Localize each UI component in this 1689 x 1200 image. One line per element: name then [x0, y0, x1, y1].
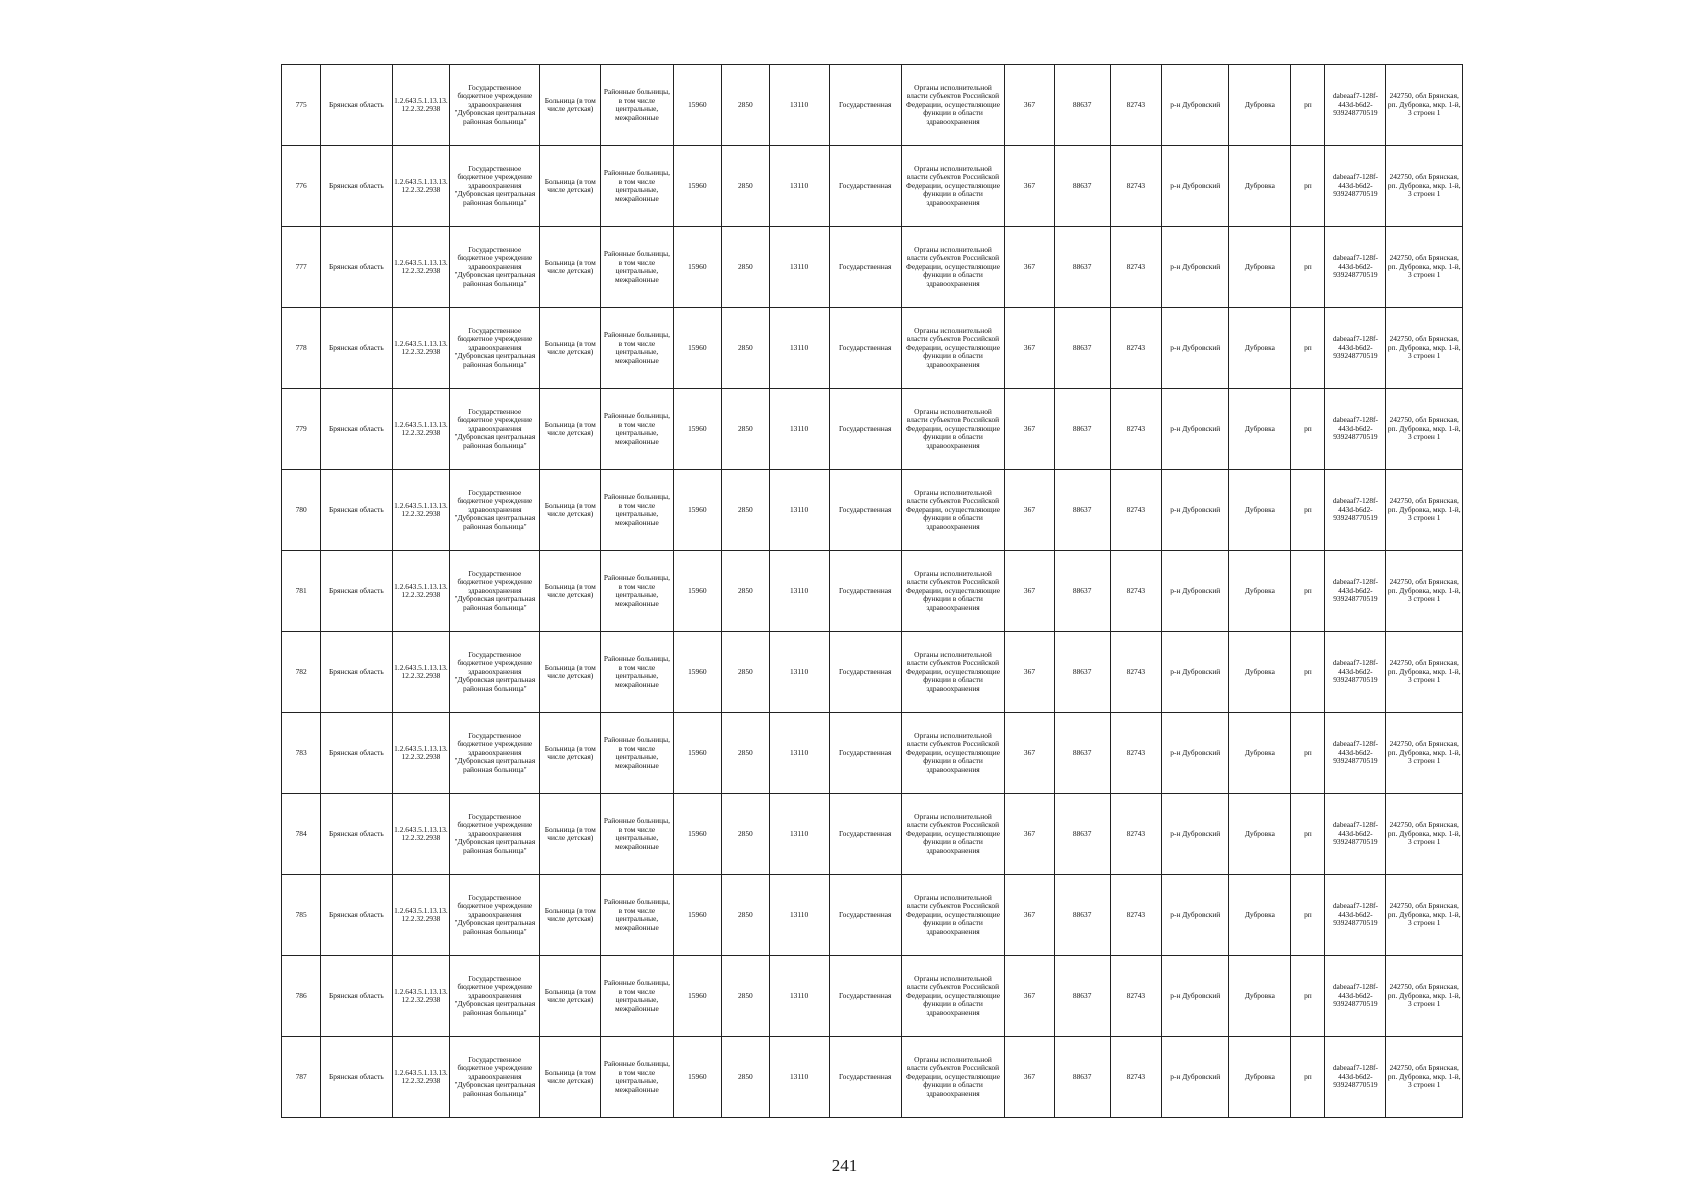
address-cell: 242750, обл Брянская, рп. Дубровка, мкр. 1-й, 3 строен 1: [1386, 65, 1463, 146]
region-cell: Брянская область: [321, 470, 392, 551]
value-cell-5: 88637: [1054, 794, 1110, 875]
value-cell-3: 13110: [769, 470, 829, 551]
table-row: [282, 956, 1463, 1037]
code-cell: 1.2.643.5.1.13.13.12.2.32.2938: [392, 146, 450, 227]
guid-cell: dabeaaf7-128f-443d-b6d2-939248770519: [1325, 713, 1386, 794]
value-cell-1: 15960: [673, 632, 722, 713]
org-name-cell: Государственное бюджетное учреждение здравоохранения "Дубровская центральная районная больница": [450, 470, 540, 551]
authority-cell: Органы исполнительной власти субъектов Российской Федерации, осуществляющие функции в области здравоохранения: [901, 551, 1004, 632]
guid-cell: dabeaaf7-128f-443d-b6d2-939248770519: [1325, 875, 1386, 956]
value-cell-2: 2850: [722, 551, 770, 632]
settlement-cell: Дубровка: [1229, 227, 1291, 308]
row-number-cell: 777: [282, 227, 321, 308]
code-cell: 1.2.643.5.1.13.13.12.2.32.2938: [392, 551, 450, 632]
settlement-type-cell: рп: [1291, 227, 1325, 308]
value-cell-6: 82743: [1110, 956, 1162, 1037]
value-cell-5: 88637: [1054, 632, 1110, 713]
value-cell-2: 2850: [722, 632, 770, 713]
code-cell: 1.2.643.5.1.13.13.12.2.32.2938: [392, 794, 450, 875]
guid-cell: dabeaaf7-128f-443d-b6d2-939248770519: [1325, 956, 1386, 1037]
authority-cell: Органы исполнительной власти субъектов Российской Федерации, осуществляющие функции в области здравоохранения: [901, 389, 1004, 470]
address-cell: 242750, обл Брянская, рп. Дубровка, мкр. 1-й, 3 строен 1: [1386, 389, 1463, 470]
address-cell: 242750, обл Брянская, рп. Дубровка, мкр. 1-й, 3 строен 1: [1386, 146, 1463, 227]
value-cell-2: 2850: [722, 875, 770, 956]
value-cell-2: 2850: [722, 227, 770, 308]
value-cell-4: 367: [1005, 794, 1055, 875]
value-cell-3: 13110: [769, 308, 829, 389]
authority-cell: Органы исполнительной власти субъектов Российской Федерации, осуществляющие функции в области здравоохранения: [901, 227, 1004, 308]
row-number-cell: 786: [282, 956, 321, 1037]
settlement-type-cell: рп: [1291, 1037, 1325, 1118]
address-cell: 242750, обл Брянская, рп. Дубровка, мкр. 1-й, 3 строен 1: [1386, 875, 1463, 956]
org-name-cell: Государственное бюджетное учреждение здравоохранения "Дубровская центральная районная больница": [450, 389, 540, 470]
value-cell-4: 367: [1005, 875, 1055, 956]
value-cell-5: 88637: [1054, 551, 1110, 632]
value-cell-2: 2850: [722, 308, 770, 389]
org-name-cell: Государственное бюджетное учреждение здравоохранения "Дубровская центральная районная больница": [450, 713, 540, 794]
code-cell: 1.2.643.5.1.13.13.12.2.32.2938: [392, 956, 450, 1037]
row-number-cell: 787: [282, 1037, 321, 1118]
ownership-cell: Государственная: [829, 1037, 901, 1118]
table-row: [282, 794, 1463, 875]
value-cell-3: 13110: [769, 389, 829, 470]
guid-cell: dabeaaf7-128f-443d-b6d2-939248770519: [1325, 632, 1386, 713]
row-number-cell: 781: [282, 551, 321, 632]
value-cell-4: 367: [1005, 1037, 1055, 1118]
value-cell-1: 15960: [673, 227, 722, 308]
district-cell: р-н Дубровский: [1162, 632, 1229, 713]
value-cell-5: 88637: [1054, 1037, 1110, 1118]
address-cell: 242750, обл Брянская, рп. Дубровка, мкр. 1-й, 3 строен 1: [1386, 956, 1463, 1037]
registry-table: [281, 64, 1463, 1118]
org-name-cell: Государственное бюджетное учреждение здравоохранения "Дубровская центральная районная больница": [450, 65, 540, 146]
value-cell-5: 88637: [1054, 713, 1110, 794]
table-row: [282, 389, 1463, 470]
authority-cell: Органы исполнительной власти субъектов Российской Федерации, осуществляющие функции в области здравоохранения: [901, 65, 1004, 146]
value-cell-1: 15960: [673, 875, 722, 956]
value-cell-6: 82743: [1110, 470, 1162, 551]
org-name-cell: Государственное бюджетное учреждение здравоохранения "Дубровская центральная районная больница": [450, 308, 540, 389]
guid-cell: dabeaaf7-128f-443d-b6d2-939248770519: [1325, 551, 1386, 632]
facility-type-cell: Больница (в том числе детская): [540, 632, 601, 713]
authority-cell: Органы исполнительной власти субъектов Российской Федерации, осуществляющие функции в области здравоохранения: [901, 470, 1004, 551]
org-name-cell: Государственное бюджетное учреждение здравоохранения "Дубровская центральная районная больница": [450, 1037, 540, 1118]
ownership-cell: Государственная: [829, 713, 901, 794]
settlement-cell: Дубровка: [1229, 146, 1291, 227]
value-cell-1: 15960: [673, 956, 722, 1037]
value-cell-6: 82743: [1110, 65, 1162, 146]
settlement-type-cell: рп: [1291, 65, 1325, 146]
value-cell-2: 2850: [722, 1037, 770, 1118]
authority-cell: Органы исполнительной власти субъектов Российской Федерации, осуществляющие функции в области здравоохранения: [901, 875, 1004, 956]
ownership-cell: Государственная: [829, 65, 901, 146]
code-cell: 1.2.643.5.1.13.13.12.2.32.2938: [392, 389, 450, 470]
value-cell-4: 367: [1005, 389, 1055, 470]
facility-type-cell: Больница (в том числе детская): [540, 389, 601, 470]
value-cell-4: 367: [1005, 956, 1055, 1037]
settlement-cell: Дубровка: [1229, 632, 1291, 713]
facility-type-cell: Больница (в том числе детская): [540, 956, 601, 1037]
ownership-cell: Государственная: [829, 551, 901, 632]
authority-cell: Органы исполнительной власти субъектов Российской Федерации, осуществляющие функции в области здравоохранения: [901, 713, 1004, 794]
value-cell-5: 88637: [1054, 956, 1110, 1037]
facility-kind-cell: Районные больницы, в том числе центральные, межрайонные: [601, 65, 673, 146]
facility-kind-cell: Районные больницы, в том числе центральные, межрайонные: [601, 632, 673, 713]
address-cell: 242750, обл Брянская, рп. Дубровка, мкр. 1-й, 3 строен 1: [1386, 794, 1463, 875]
district-cell: р-н Дубровский: [1162, 65, 1229, 146]
org-name-cell: Государственное бюджетное учреждение здравоохранения "Дубровская центральная районная больница": [450, 227, 540, 308]
settlement-cell: Дубровка: [1229, 956, 1291, 1037]
value-cell-2: 2850: [722, 794, 770, 875]
district-cell: р-н Дубровский: [1162, 146, 1229, 227]
ownership-cell: Государственная: [829, 794, 901, 875]
region-cell: Брянская область: [321, 65, 392, 146]
value-cell-5: 88637: [1054, 875, 1110, 956]
value-cell-3: 13110: [769, 713, 829, 794]
value-cell-1: 15960: [673, 308, 722, 389]
settlement-type-cell: рп: [1291, 875, 1325, 956]
settlement-type-cell: рп: [1291, 713, 1325, 794]
ownership-cell: Государственная: [829, 470, 901, 551]
facility-kind-cell: Районные больницы, в том числе центральные, межрайонные: [601, 389, 673, 470]
table-row: [282, 551, 1463, 632]
facility-type-cell: Больница (в том числе детская): [540, 794, 601, 875]
value-cell-6: 82743: [1110, 632, 1162, 713]
org-name-cell: Государственное бюджетное учреждение здравоохранения "Дубровская центральная районная больница": [450, 551, 540, 632]
value-cell-4: 367: [1005, 65, 1055, 146]
authority-cell: Органы исполнительной власти субъектов Российской Федерации, осуществляющие функции в области здравоохранения: [901, 956, 1004, 1037]
value-cell-1: 15960: [673, 470, 722, 551]
value-cell-6: 82743: [1110, 389, 1162, 470]
code-cell: 1.2.643.5.1.13.13.12.2.32.2938: [392, 308, 450, 389]
value-cell-1: 15960: [673, 65, 722, 146]
settlement-cell: Дубровка: [1229, 470, 1291, 551]
value-cell-5: 88637: [1054, 65, 1110, 146]
value-cell-3: 13110: [769, 956, 829, 1037]
region-cell: Брянская область: [321, 227, 392, 308]
row-number-cell: 785: [282, 875, 321, 956]
guid-cell: dabeaaf7-128f-443d-b6d2-939248770519: [1325, 1037, 1386, 1118]
settlement-cell: Дубровка: [1229, 65, 1291, 146]
value-cell-2: 2850: [722, 470, 770, 551]
value-cell-4: 367: [1005, 551, 1055, 632]
table-row: [282, 1037, 1463, 1118]
facility-type-cell: Больница (в том числе детская): [540, 713, 601, 794]
facility-kind-cell: Районные больницы, в том числе центральные, межрайонные: [601, 146, 673, 227]
district-cell: р-н Дубровский: [1162, 794, 1229, 875]
settlement-type-cell: рп: [1291, 308, 1325, 389]
guid-cell: dabeaaf7-128f-443d-b6d2-939248770519: [1325, 146, 1386, 227]
ownership-cell: Государственная: [829, 875, 901, 956]
value-cell-5: 88637: [1054, 389, 1110, 470]
region-cell: Брянская область: [321, 389, 392, 470]
district-cell: р-н Дубровский: [1162, 713, 1229, 794]
settlement-cell: Дубровка: [1229, 875, 1291, 956]
district-cell: р-н Дубровский: [1162, 389, 1229, 470]
address-cell: 242750, обл Брянская, рп. Дубровка, мкр. 1-й, 3 строен 1: [1386, 308, 1463, 389]
org-name-cell: Государственное бюджетное учреждение здравоохранения "Дубровская центральная районная больница": [450, 146, 540, 227]
code-cell: 1.2.643.5.1.13.13.12.2.32.2938: [392, 875, 450, 956]
row-number-cell: 784: [282, 794, 321, 875]
facility-kind-cell: Районные больницы, в том числе центральные, межрайонные: [601, 1037, 673, 1118]
code-cell: 1.2.643.5.1.13.13.12.2.32.2938: [392, 632, 450, 713]
value-cell-2: 2850: [722, 389, 770, 470]
value-cell-3: 13110: [769, 227, 829, 308]
row-number-cell: 776: [282, 146, 321, 227]
value-cell-1: 15960: [673, 551, 722, 632]
address-cell: 242750, обл Брянская, рп. Дубровка, мкр. 1-й, 3 строен 1: [1386, 227, 1463, 308]
registry-table-body: [282, 65, 1463, 1118]
value-cell-2: 2850: [722, 956, 770, 1037]
authority-cell: Органы исполнительной власти субъектов Российской Федерации, осуществляющие функции в области здравоохранения: [901, 794, 1004, 875]
facility-type-cell: Больница (в том числе детская): [540, 470, 601, 551]
ownership-cell: Государственная: [829, 956, 901, 1037]
district-cell: р-н Дубровский: [1162, 551, 1229, 632]
value-cell-4: 367: [1005, 308, 1055, 389]
value-cell-1: 15960: [673, 146, 722, 227]
row-number-cell: 780: [282, 470, 321, 551]
authority-cell: Органы исполнительной власти субъектов Российской Федерации, осуществляющие функции в области здравоохранения: [901, 1037, 1004, 1118]
value-cell-5: 88637: [1054, 470, 1110, 551]
table-row: [282, 146, 1463, 227]
code-cell: 1.2.643.5.1.13.13.12.2.32.2938: [392, 1037, 450, 1118]
authority-cell: Органы исполнительной власти субъектов Российской Федерации, осуществляющие функции в области здравоохранения: [901, 632, 1004, 713]
table-row: [282, 713, 1463, 794]
settlement-type-cell: рп: [1291, 956, 1325, 1037]
guid-cell: dabeaaf7-128f-443d-b6d2-939248770519: [1325, 389, 1386, 470]
value-cell-6: 82743: [1110, 1037, 1162, 1118]
value-cell-1: 15960: [673, 794, 722, 875]
value-cell-5: 88637: [1054, 146, 1110, 227]
org-name-cell: Государственное бюджетное учреждение здравоохранения "Дубровская центральная районная больница": [450, 632, 540, 713]
facility-kind-cell: Районные больницы, в том числе центральные, межрайонные: [601, 470, 673, 551]
settlement-cell: Дубровка: [1229, 551, 1291, 632]
authority-cell: Органы исполнительной власти субъектов Российской Федерации, осуществляющие функции в области здравоохранения: [901, 146, 1004, 227]
settlement-type-cell: рп: [1291, 551, 1325, 632]
value-cell-6: 82743: [1110, 551, 1162, 632]
region-cell: Брянская область: [321, 308, 392, 389]
code-cell: 1.2.643.5.1.13.13.12.2.32.2938: [392, 227, 450, 308]
region-cell: Брянская область: [321, 875, 392, 956]
value-cell-3: 13110: [769, 146, 829, 227]
value-cell-4: 367: [1005, 146, 1055, 227]
ownership-cell: Государственная: [829, 227, 901, 308]
value-cell-5: 88637: [1054, 227, 1110, 308]
region-cell: Брянская область: [321, 551, 392, 632]
district-cell: р-н Дубровский: [1162, 875, 1229, 956]
address-cell: 242750, обл Брянская, рп. Дубровка, мкр. 1-й, 3 строен 1: [1386, 470, 1463, 551]
ownership-cell: Государственная: [829, 146, 901, 227]
facility-kind-cell: Районные больницы, в том числе центральные, межрайонные: [601, 551, 673, 632]
table-row: [282, 65, 1463, 146]
code-cell: 1.2.643.5.1.13.13.12.2.32.2938: [392, 470, 450, 551]
org-name-cell: Государственное бюджетное учреждение здравоохранения "Дубровская центральная районная больница": [450, 875, 540, 956]
code-cell: 1.2.643.5.1.13.13.12.2.32.2938: [392, 713, 450, 794]
facility-type-cell: Больница (в том числе детская): [540, 551, 601, 632]
guid-cell: dabeaaf7-128f-443d-b6d2-939248770519: [1325, 65, 1386, 146]
settlement-type-cell: рп: [1291, 146, 1325, 227]
settlement-cell: Дубровка: [1229, 794, 1291, 875]
guid-cell: dabeaaf7-128f-443d-b6d2-939248770519: [1325, 794, 1386, 875]
facility-type-cell: Больница (в том числе детская): [540, 875, 601, 956]
value-cell-4: 367: [1005, 227, 1055, 308]
address-cell: 242750, обл Брянская, рп. Дубровка, мкр. 1-й, 3 строен 1: [1386, 1037, 1463, 1118]
value-cell-2: 2850: [722, 146, 770, 227]
ownership-cell: Государственная: [829, 389, 901, 470]
code-cell: 1.2.643.5.1.13.13.12.2.32.2938: [392, 65, 450, 146]
value-cell-6: 82743: [1110, 794, 1162, 875]
address-cell: 242750, обл Брянская, рп. Дубровка, мкр. 1-й, 3 строен 1: [1386, 713, 1463, 794]
settlement-type-cell: рп: [1291, 794, 1325, 875]
row-number-cell: 778: [282, 308, 321, 389]
facility-type-cell: Больница (в том числе детская): [540, 1037, 601, 1118]
guid-cell: dabeaaf7-128f-443d-b6d2-939248770519: [1325, 227, 1386, 308]
value-cell-3: 13110: [769, 1037, 829, 1118]
table-row: [282, 470, 1463, 551]
region-cell: Брянская область: [321, 713, 392, 794]
row-number-cell: 783: [282, 713, 321, 794]
facility-kind-cell: Районные больницы, в том числе центральные, межрайонные: [601, 713, 673, 794]
table-row: [282, 875, 1463, 956]
value-cell-4: 367: [1005, 470, 1055, 551]
facility-kind-cell: Районные больницы, в том числе центральные, межрайонные: [601, 875, 673, 956]
address-cell: 242750, обл Брянская, рп. Дубровка, мкр. 1-й, 3 строен 1: [1386, 632, 1463, 713]
row-number-cell: 782: [282, 632, 321, 713]
district-cell: р-н Дубровский: [1162, 308, 1229, 389]
value-cell-6: 82743: [1110, 875, 1162, 956]
value-cell-6: 82743: [1110, 146, 1162, 227]
address-cell: 242750, обл Брянская, рп. Дубровка, мкр. 1-й, 3 строен 1: [1386, 551, 1463, 632]
district-cell: р-н Дубровский: [1162, 956, 1229, 1037]
settlement-cell: Дубровка: [1229, 1037, 1291, 1118]
value-cell-6: 82743: [1110, 308, 1162, 389]
facility-type-cell: Больница (в том числе детская): [540, 65, 601, 146]
value-cell-3: 13110: [769, 65, 829, 146]
authority-cell: Органы исполнительной власти субъектов Российской Федерации, осуществляющие функции в области здравоохранения: [901, 308, 1004, 389]
facility-kind-cell: Районные больницы, в том числе центральные, межрайонные: [601, 794, 673, 875]
table-row: [282, 632, 1463, 713]
facility-type-cell: Больница (в том числе детская): [540, 227, 601, 308]
ownership-cell: Государственная: [829, 308, 901, 389]
guid-cell: dabeaaf7-128f-443d-b6d2-939248770519: [1325, 308, 1386, 389]
settlement-type-cell: рп: [1291, 632, 1325, 713]
region-cell: Брянская область: [321, 146, 392, 227]
settlement-type-cell: рп: [1291, 389, 1325, 470]
settlement-type-cell: рп: [1291, 470, 1325, 551]
value-cell-1: 15960: [673, 1037, 722, 1118]
page-number: 241: [831, 1156, 858, 1175]
region-cell: Брянская область: [321, 632, 392, 713]
facility-type-cell: Больница (в том числе детская): [540, 308, 601, 389]
value-cell-3: 13110: [769, 551, 829, 632]
facility-kind-cell: Районные больницы, в том числе центральные, межрайонные: [601, 227, 673, 308]
facility-kind-cell: Районные больницы, в том числе центральные, межрайонные: [601, 956, 673, 1037]
guid-cell: dabeaaf7-128f-443d-b6d2-939248770519: [1325, 470, 1386, 551]
value-cell-2: 2850: [722, 713, 770, 794]
facility-kind-cell: Районные больницы, в том числе центральные, межрайонные: [601, 308, 673, 389]
value-cell-6: 82743: [1110, 227, 1162, 308]
district-cell: р-н Дубровский: [1162, 470, 1229, 551]
district-cell: р-н Дубровский: [1162, 1037, 1229, 1118]
settlement-cell: Дубровка: [1229, 308, 1291, 389]
region-cell: Брянская область: [321, 794, 392, 875]
ownership-cell: Государственная: [829, 632, 901, 713]
value-cell-1: 15960: [673, 389, 722, 470]
value-cell-3: 13110: [769, 632, 829, 713]
value-cell-6: 82743: [1110, 713, 1162, 794]
region-cell: Брянская область: [321, 1037, 392, 1118]
value-cell-3: 13110: [769, 794, 829, 875]
table-row: [282, 308, 1463, 389]
row-number-cell: 775: [282, 65, 321, 146]
district-cell: р-н Дубровский: [1162, 227, 1229, 308]
value-cell-1: 15960: [673, 713, 722, 794]
org-name-cell: Государственное бюджетное учреждение здравоохранения "Дубровская центральная районная больница": [450, 794, 540, 875]
table-row: [282, 227, 1463, 308]
settlement-cell: Дубровка: [1229, 713, 1291, 794]
org-name-cell: Государственное бюджетное учреждение здравоохранения "Дубровская центральная районная больница": [450, 956, 540, 1037]
value-cell-5: 88637: [1054, 308, 1110, 389]
value-cell-4: 367: [1005, 713, 1055, 794]
facility-type-cell: Больница (в том числе детская): [540, 146, 601, 227]
value-cell-2: 2850: [722, 65, 770, 146]
row-number-cell: 779: [282, 389, 321, 470]
value-cell-4: 367: [1005, 632, 1055, 713]
region-cell: Брянская область: [321, 956, 392, 1037]
value-cell-3: 13110: [769, 875, 829, 956]
settlement-cell: Дубровка: [1229, 389, 1291, 470]
